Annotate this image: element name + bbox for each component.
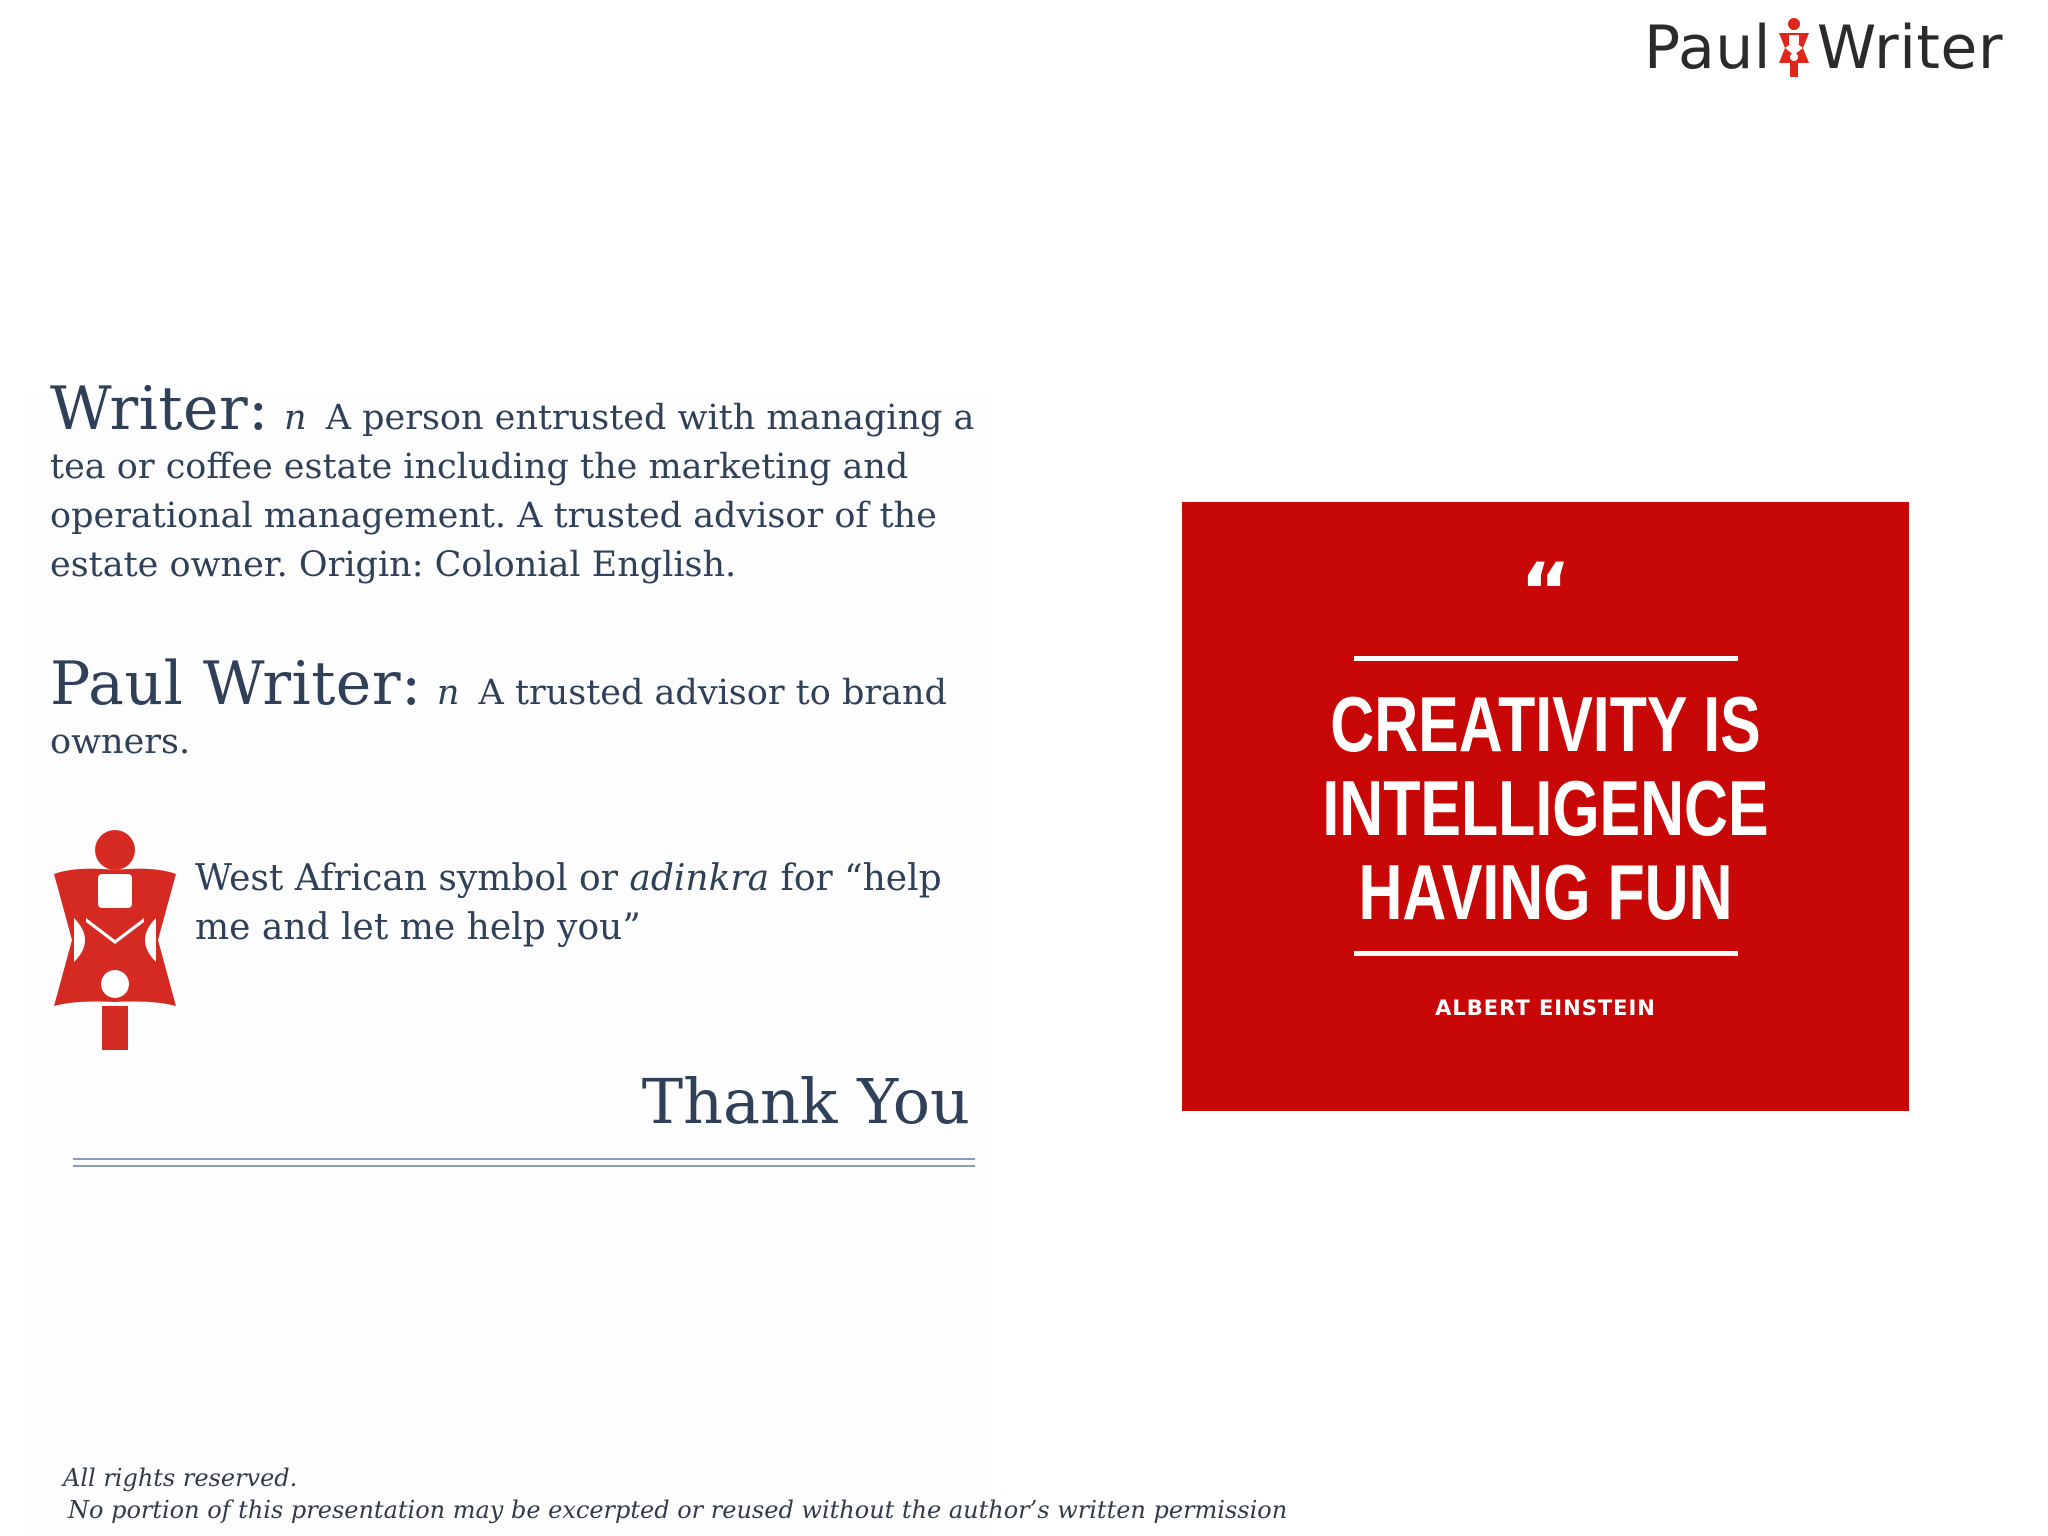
adinkra-logo-icon <box>1773 15 1815 81</box>
paul-writer-logo <box>1644 10 2003 85</box>
quote-card <box>1182 502 1909 1111</box>
thank-you-heading: Thank You <box>641 1065 970 1138</box>
definition-term: Writer: <box>50 374 269 444</box>
part-of-speech: n <box>436 673 460 713</box>
divider-line <box>73 1158 975 1160</box>
footer-permission: No portion of this presentation may be excerpted or reused without the author’s written permission <box>68 1496 1288 1524</box>
copyright-footer <box>63 1462 1287 1526</box>
adinkra-emphasis: adinkra <box>629 858 770 899</box>
part-of-speech: n <box>284 398 307 438</box>
logo-text-left: Paul <box>1643 12 1771 83</box>
divider-line <box>73 1165 975 1167</box>
definition-text: A person entrusted with managing a tea or coffee estate including the marketing and operational management. A trusted advisor of the estate owner. Origin: Colonial English. <box>50 398 975 585</box>
quote-author: ALBERT EINSTEIN <box>1435 996 1656 1020</box>
definition-text: A trusted advisor to brand owners. <box>50 673 947 762</box>
logo-text-right: Writer <box>1816 12 2003 83</box>
adinkra-text-after: for “help me and let me help you” <box>195 858 942 948</box>
adinkra-symbol-icon <box>46 822 184 1052</box>
quote-line: CREATIVITY IS <box>1330 680 1761 768</box>
quote-line: HAVING FUN <box>1358 848 1733 936</box>
quote-rule-bottom <box>1354 951 1738 956</box>
footer-rights: All rights reserved. <box>63 1464 298 1492</box>
adinkra-caption <box>195 854 985 952</box>
adinkra-text-before: West African symbol or <box>195 858 630 899</box>
quote-mark-icon: “ <box>1519 548 1572 638</box>
definition-paul-writer <box>50 649 980 767</box>
double-divider <box>73 1158 975 1168</box>
definition-term: Paul Writer: <box>50 649 422 719</box>
definition-writer <box>50 374 980 590</box>
quote-line: INTELLIGENCE <box>1322 764 1769 852</box>
adinkra-section <box>46 822 986 1052</box>
quote-rule-top <box>1354 656 1738 661</box>
